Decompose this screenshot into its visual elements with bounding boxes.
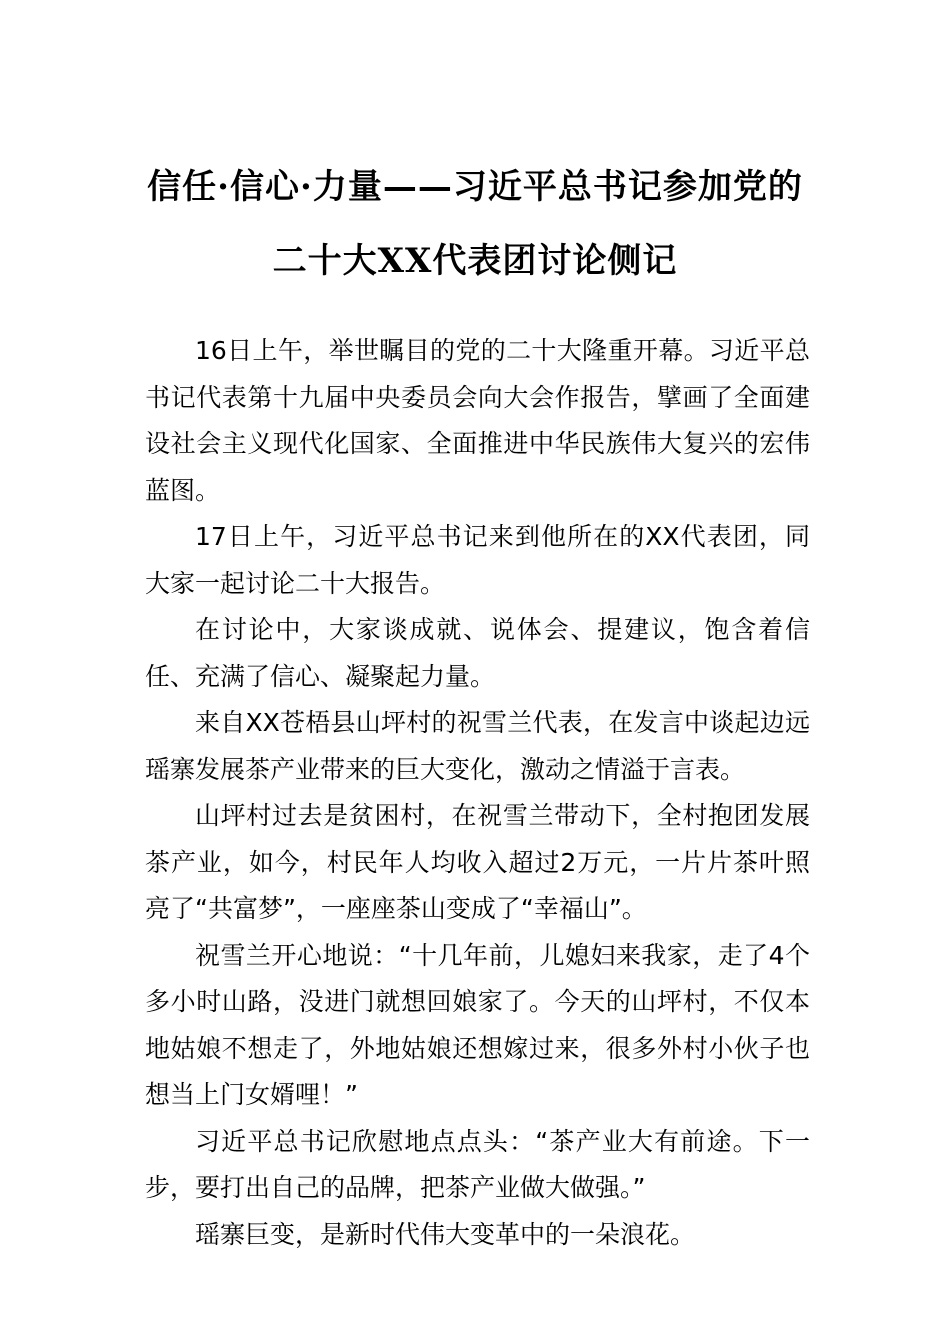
- paragraph: 山坪村过去是贫困村，在祝雪兰带动下，全村抱团发展茶产业，如今，村民年人均收入超过2万元，一片片茶叶照亮了“共富梦”，一座座茶山变成了“幸福山”。: [145, 801, 810, 923]
- paragraph: 习近平总书记欣慰地点点头：“茶产业大有前途。下一步，要打出自己的品牌，把茶产业做大做强。”: [145, 1126, 810, 1202]
- document-title: [120, 150, 830, 298]
- document-body: [145, 328, 810, 1258]
- title-line-2: 二十大XX代表团讨论侧记: [272, 241, 678, 281]
- paragraph: 瑶寨巨变，是新时代伟大变革中的一朵浪花。: [195, 1219, 696, 1249]
- paragraph: 17日上午，习近平总书记来到他所在的XX代表团，同大家一起讨论二十大报告。: [145, 522, 810, 598]
- paragraph: 16日上午，举世瞩目的党的二十大隆重开幕。习近平总书记代表第十九届中央委员会向大会作报告，擘画了全面建设社会主义现代化国家、全面推进中华民族伟大复兴的宏伟蓝图。: [145, 336, 810, 505]
- title-line-1: 信任·信心·力量——习近平总书记参加党的: [147, 167, 803, 207]
- paragraph: 祝雪兰开心地说：“十几年前，儿媳妇来我家，走了4个多小时山路，没进门就想回娘家了。今天的山坪村，不仅本地姑娘不想走了，外地姑娘还想嫁过来，很多外村小伙子也想当上门女婿哩！”: [145, 940, 810, 1109]
- paragraph: 来自XX苍梧县山坪村的祝雪兰代表，在发言中谈起边远瑶寨发展茶产业带来的巨大变化，激动之情溢于言表。: [145, 708, 810, 784]
- paragraph: 在讨论中，大家谈成就、说体会、提建议，饱含着信任、充满了信心、凝聚起力量。: [145, 615, 810, 691]
